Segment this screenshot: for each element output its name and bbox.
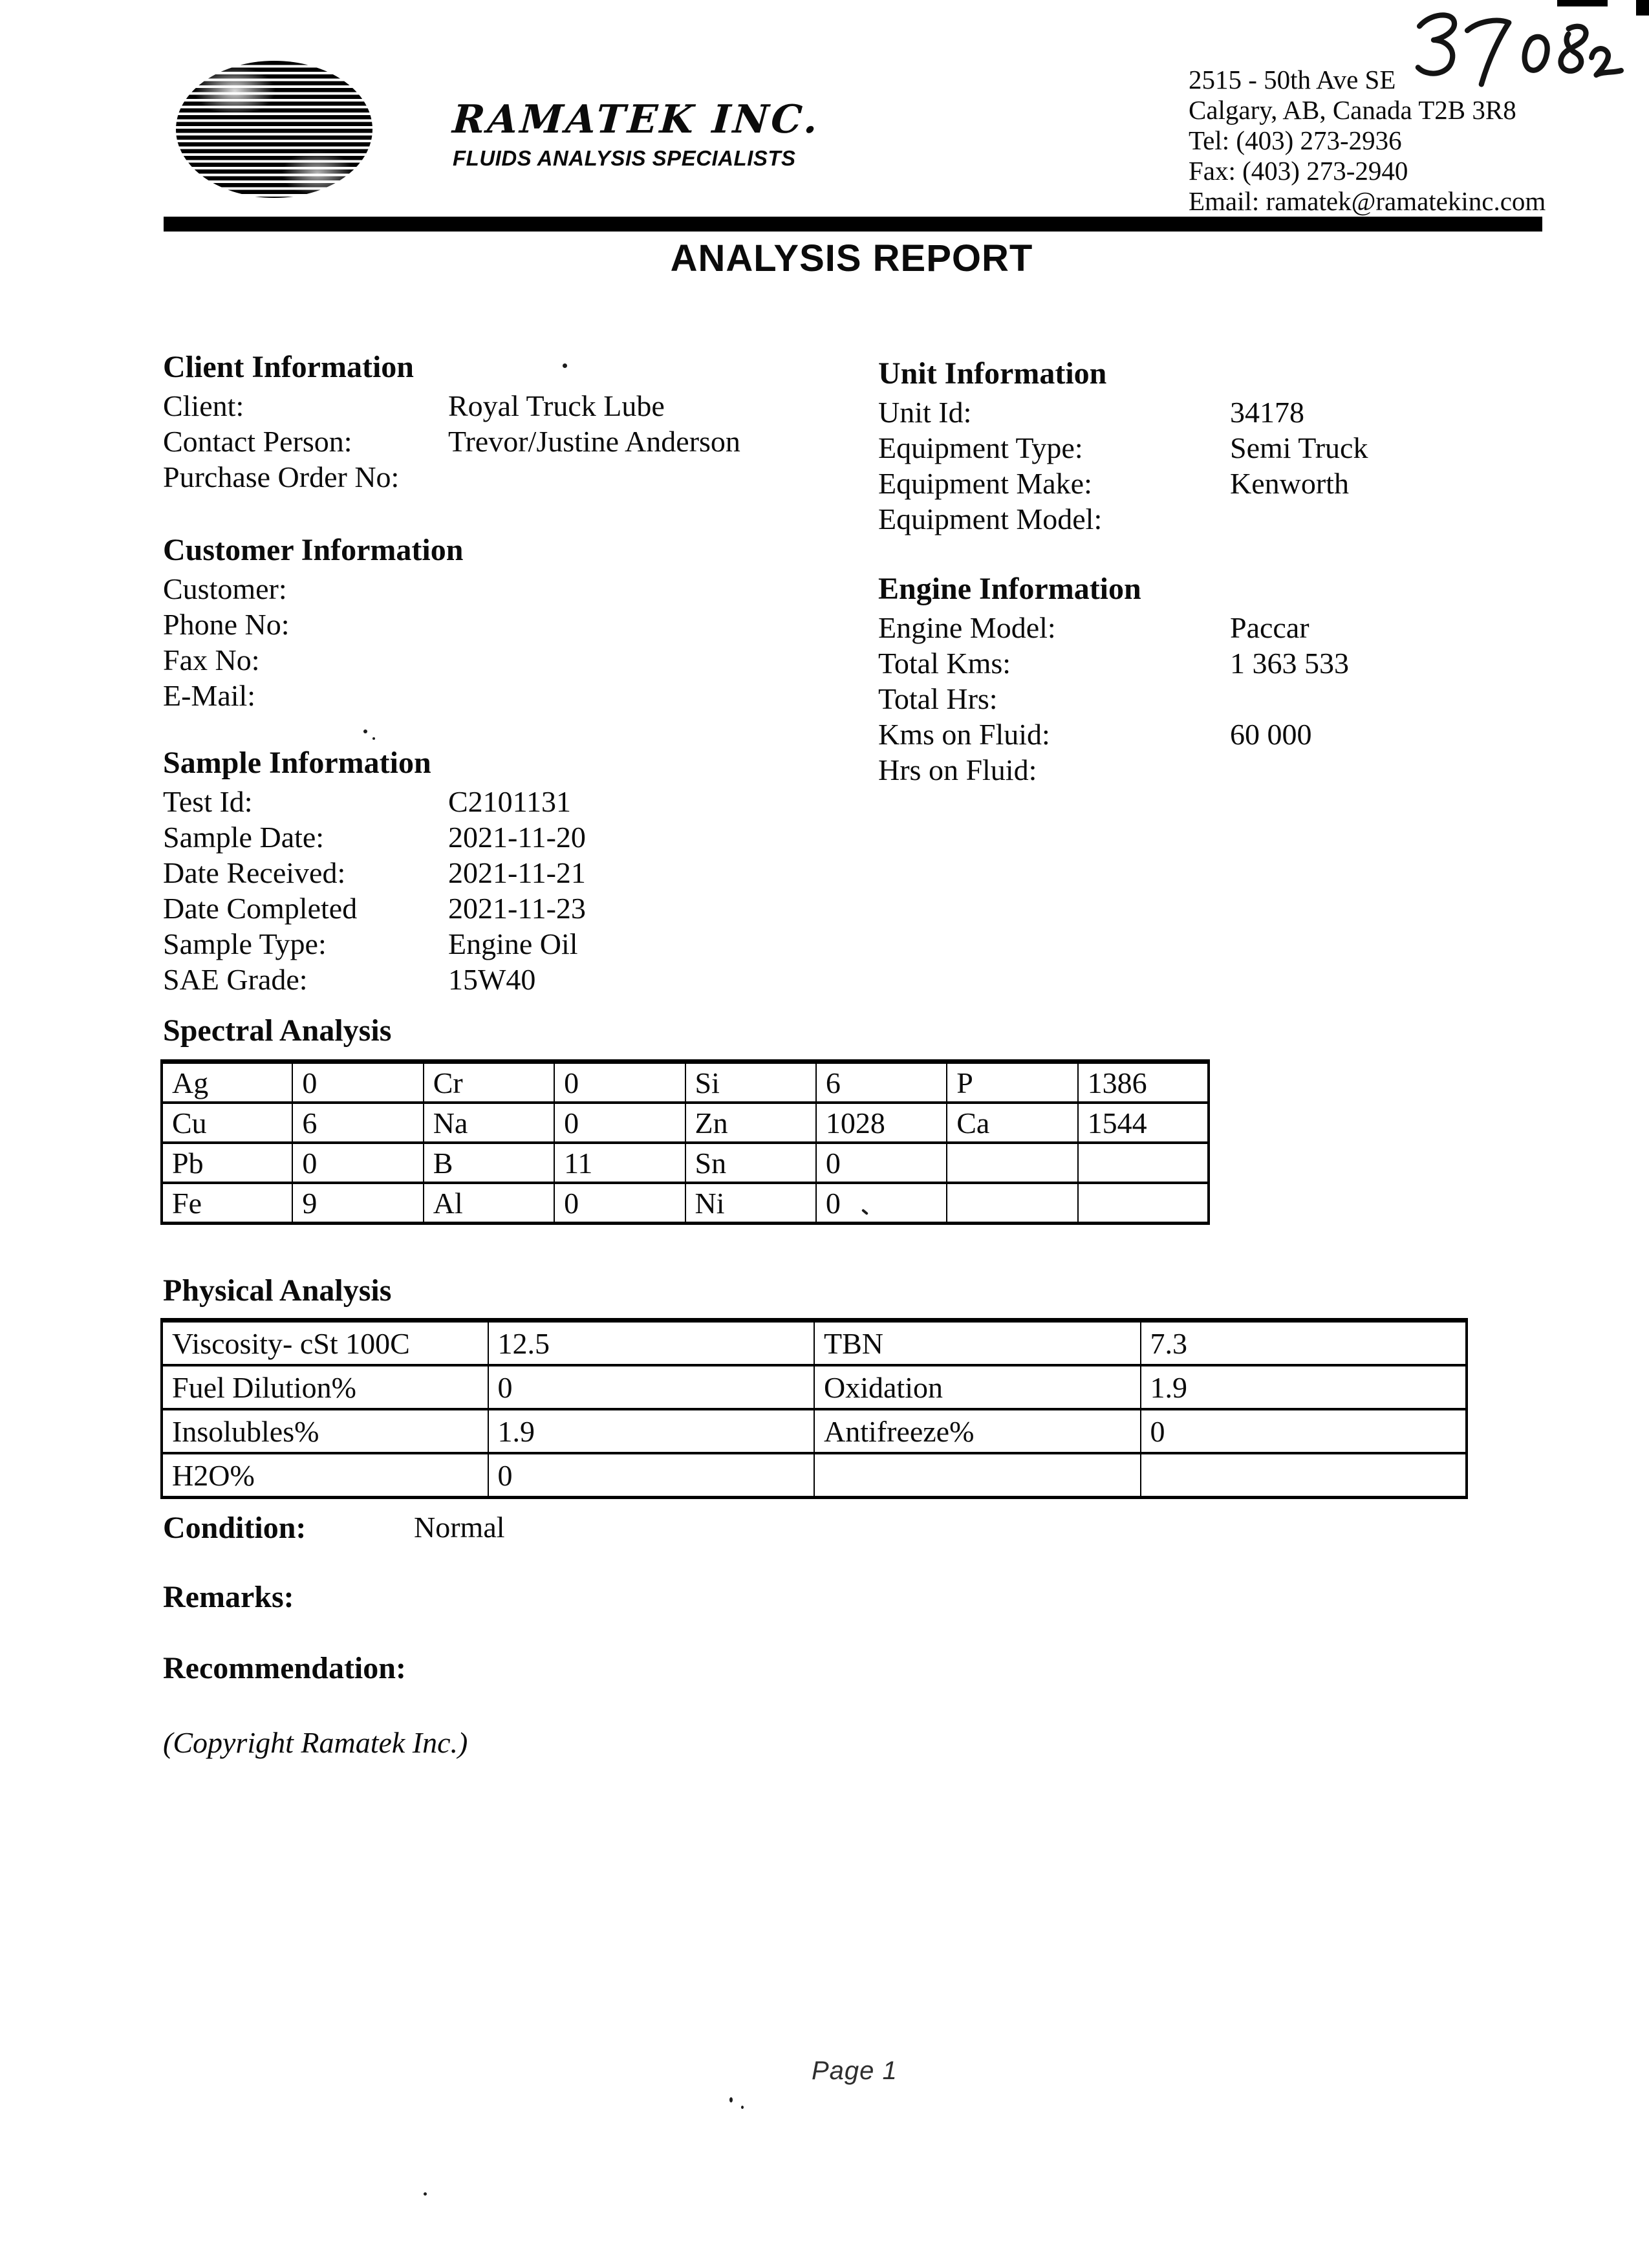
section-heading: Engine Information (878, 572, 1141, 606)
info-label: Sample Date: (163, 821, 325, 854)
info-row (163, 819, 874, 855)
info-value (448, 678, 874, 713)
info-row (878, 610, 1622, 645)
company-name: RAMATEK INC. (451, 97, 822, 142)
client-information-section (163, 349, 874, 495)
fax-line: Fax: (403) 273-2940 (1189, 156, 1408, 186)
info-label: Fax No: (163, 643, 260, 676)
condition-value: Normal (414, 1511, 505, 1544)
physical-analysis-table (160, 1318, 1468, 1499)
test-cell: Oxidation (814, 1365, 1141, 1409)
scan-edge-mark (1636, 0, 1649, 16)
info-row (878, 645, 1622, 681)
value-cell: 0 (488, 1365, 815, 1409)
value-cell (1141, 1453, 1467, 1498)
info-row (878, 752, 1622, 788)
test-cell: Insolubles% (162, 1409, 488, 1453)
unit-information-section (878, 356, 1622, 537)
scan-speck (563, 363, 567, 368)
element-cell: P (947, 1062, 1077, 1103)
company-tagline: FLUIDS ANALYSIS SPECIALISTS (453, 146, 796, 170)
value-cell: 0 (816, 1143, 947, 1183)
info-row (163, 926, 874, 962)
table-row (162, 1321, 1467, 1366)
element-cell: Ag (162, 1062, 292, 1103)
info-label: Kms on Fluid: (878, 718, 1050, 751)
info-value (448, 571, 874, 607)
element-cell: Si (685, 1062, 816, 1103)
email-line: Email: ramatek@ramatekinc.com (1189, 186, 1546, 216)
info-value (1230, 501, 1622, 537)
value-cell: 7.3 (1141, 1321, 1467, 1366)
test-cell: Antifreeze% (814, 1409, 1141, 1453)
test-cell: Fuel Dilution% (162, 1365, 488, 1409)
info-value: Semi Truck (1230, 431, 1368, 464)
test-cell: Viscosity- cSt 100C (162, 1321, 488, 1366)
page-number: Page 1 (812, 2057, 898, 2085)
info-value: 15W40 (448, 963, 536, 996)
info-label: Test Id: (163, 785, 253, 818)
info-row (163, 891, 874, 926)
phone-line: Tel: (403) 273-2936 (1189, 125, 1402, 155)
info-row (878, 501, 1622, 537)
value-cell: 0 (554, 1183, 685, 1224)
value-cell: 11 (554, 1143, 685, 1183)
table-row (162, 1143, 1209, 1183)
info-label: Client: (163, 389, 244, 422)
element-cell: B (424, 1143, 554, 1183)
value-cell: 1.9 (488, 1409, 815, 1453)
info-value: 2021-11-20 (448, 821, 586, 854)
value-cell: 1544 (1078, 1103, 1209, 1143)
value-cell: 0 (816, 1183, 947, 1224)
spectral-analysis-heading: Spectral Analysis (163, 1013, 392, 1048)
info-row (878, 466, 1622, 501)
info-label: Equipment Make: (878, 467, 1092, 500)
table-row (162, 1365, 1467, 1409)
section-heading: Sample Information (163, 746, 431, 780)
handwritten-sample-number (1399, 0, 1628, 102)
value-cell: 6 (816, 1062, 947, 1103)
value-cell: 0 (1141, 1409, 1467, 1453)
scan-speck (729, 2097, 733, 2102)
table-row (162, 1062, 1209, 1103)
element-cell: Cr (424, 1062, 554, 1103)
info-value: 34178 (1230, 396, 1304, 429)
test-cell: TBN (814, 1321, 1141, 1366)
scan-edge-mark (1557, 0, 1608, 6)
element-cell: Sn (685, 1143, 816, 1183)
info-value (1230, 752, 1622, 788)
info-row (163, 855, 874, 891)
info-row (878, 681, 1622, 717)
info-value: 2021-11-21 (448, 856, 586, 889)
scan-speck (372, 737, 375, 740)
table-row (162, 1409, 1467, 1453)
info-label: Total Kms: (878, 647, 1011, 680)
element-cell (947, 1143, 1077, 1183)
recommendation-label: Recommendation: (163, 1651, 406, 1685)
value-cell: 6 (292, 1103, 423, 1143)
element-cell: Pb (162, 1143, 292, 1183)
info-label: Sample Type: (163, 927, 327, 960)
test-cell: H2O% (162, 1453, 488, 1498)
value-cell: 1.9 (1141, 1365, 1467, 1409)
company-logo-globe-icon (176, 61, 372, 198)
info-row (878, 394, 1622, 430)
info-label: E-Mail: (163, 679, 256, 712)
info-row (163, 678, 874, 713)
info-row (163, 424, 874, 459)
info-row (163, 642, 874, 678)
info-label: Contact Person: (163, 425, 352, 458)
info-label: Date Received: (163, 856, 346, 889)
element-cell: Ni (685, 1183, 816, 1224)
info-label: Purchase Order No: (163, 460, 400, 493)
remarks-label: Remarks: (163, 1580, 294, 1614)
info-value (448, 459, 874, 495)
info-row (163, 571, 874, 607)
info-row (163, 962, 874, 997)
section-heading: Client Information (163, 350, 414, 384)
info-value: Royal Truck Lube (448, 389, 665, 422)
value-cell (1078, 1183, 1209, 1224)
info-value: 2021-11-23 (448, 892, 586, 925)
element-cell: Zn (685, 1103, 816, 1143)
info-label: Total Hrs: (878, 682, 998, 715)
value-cell (1078, 1143, 1209, 1183)
condition-label: Condition: (163, 1511, 307, 1545)
value-cell: 12.5 (488, 1321, 815, 1366)
value-cell: 0 (488, 1453, 815, 1498)
info-label: Unit Id: (878, 396, 972, 429)
copyright-note: (Copyright Ramatek Inc.) (163, 1726, 468, 1759)
table-row (162, 1453, 1467, 1498)
header-divider-bar (164, 217, 1542, 232)
info-label: Phone No: (163, 608, 290, 641)
info-value: 1 363 533 (1230, 647, 1349, 680)
scan-speck (424, 2192, 427, 2196)
value-cell: 1386 (1078, 1062, 1209, 1103)
info-value: Engine Oil (448, 927, 578, 960)
customer-information-section (163, 532, 874, 713)
section-heading: Unit Information (878, 356, 1107, 391)
info-row (163, 459, 874, 495)
info-value: C2101131 (448, 785, 571, 818)
table-row (162, 1183, 1209, 1224)
info-label: Hrs on Fluid: (878, 753, 1037, 786)
element-cell: Fe (162, 1183, 292, 1224)
info-value: Kenworth (1230, 467, 1349, 500)
info-value: Paccar (1230, 611, 1310, 644)
value-cell: 0 (554, 1062, 685, 1103)
info-value (448, 607, 874, 642)
value-cell: 0 (292, 1143, 423, 1183)
scan-speck (363, 729, 367, 733)
company-logotype (451, 97, 822, 171)
info-row (878, 430, 1622, 466)
sample-information-section (163, 745, 874, 997)
info-value: Trevor/Justine Anderson (448, 425, 740, 458)
element-cell: Na (424, 1103, 554, 1143)
info-label: Equipment Model: (878, 502, 1103, 535)
value-cell: 0 (554, 1103, 685, 1143)
address-line-1: 2515 - 50th Ave SE (1189, 65, 1396, 94)
condition-row (163, 1510, 810, 1546)
info-row (163, 784, 874, 819)
info-label: Engine Model: (878, 611, 1056, 644)
info-value (448, 642, 874, 678)
engine-information-section (878, 571, 1622, 788)
info-value: 60 000 (1230, 718, 1312, 751)
value-cell: 9 (292, 1183, 423, 1224)
info-row (878, 717, 1622, 752)
value-cell: 1028 (816, 1103, 947, 1143)
physical-analysis-heading: Physical Analysis (163, 1273, 392, 1308)
address-line-2: Calgary, AB, Canada T2B 3R8 (1189, 95, 1516, 125)
page-title: ANALYSIS REPORT (670, 237, 1033, 279)
scan-speck (741, 2106, 744, 2109)
info-row (163, 388, 874, 424)
section-heading: Customer Information (163, 533, 464, 567)
element-cell: Ca (947, 1103, 1077, 1143)
info-label: Equipment Type: (878, 431, 1083, 464)
element-cell: Cu (162, 1103, 292, 1143)
test-cell (814, 1453, 1141, 1498)
info-label: Date Completed (163, 892, 358, 925)
element-cell (947, 1183, 1077, 1224)
info-row (163, 607, 874, 642)
value-cell: 0 (292, 1062, 423, 1103)
spectral-analysis-table (160, 1059, 1210, 1225)
element-cell: Al (424, 1183, 554, 1224)
info-label: SAE Grade: (163, 963, 308, 996)
info-value (1230, 681, 1622, 717)
info-label: Customer: (163, 572, 287, 605)
table-row (162, 1103, 1209, 1143)
